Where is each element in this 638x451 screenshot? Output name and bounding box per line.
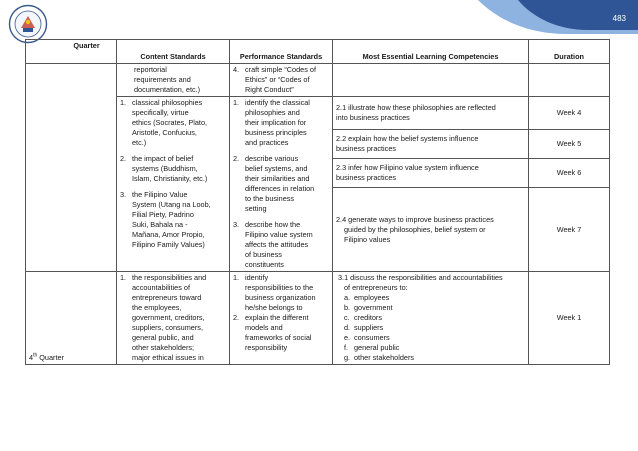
perf-line: to the business [245,194,295,203]
list-item: d. suppliers [344,323,384,332]
list-item [233,154,329,214]
content-line: etc.) [132,138,147,147]
perf-line: philosophies and [245,108,300,117]
content-line: Filipino Family Values) [132,240,205,249]
perf-line: setting [245,204,267,213]
list-item: a. employees [344,293,390,302]
melc-line: business practices [336,144,397,153]
page-number: 483 [612,14,626,23]
melc-cell [333,188,529,272]
content-line: Aristotle, Confucius, [132,128,197,137]
item-number: 3. [233,220,240,229]
item-number: 2. [233,313,240,322]
perf-line: identify the classical [245,98,310,107]
duration-cell: Week 6 [529,159,610,188]
perf-line: craft simple “Codes of [245,65,316,74]
perf-line: their implication for [245,118,307,127]
melc-line: 3.1 discuss the responsibilities and accountabilities [338,273,503,282]
perf-line: he/she belongs to [245,303,303,312]
list-item [233,220,329,270]
header-row [26,40,610,64]
perf-line: of business [245,250,282,259]
perf-line: identify [245,273,269,282]
list-item [120,154,226,184]
header-performance-standards: Performance Standards [230,40,333,64]
content-line: Filial Piety, Padrino [132,210,194,219]
content-line: accountabilities of [132,283,191,292]
perf-line: their similarities and [245,174,310,183]
content-line: System (Utang na Loob, [132,200,211,209]
content-line: major ethical issues in [132,353,204,362]
perf-line: responsibilities to the [245,283,314,292]
perf-line: describe various [245,154,299,163]
content-line: the employees, [132,303,182,312]
list-item: c. creditors [344,313,382,322]
list-item [120,273,226,363]
content-line: Mañana, Amor Propio, [132,230,205,239]
content-line: ethics (Socrates, Plato, [132,118,208,127]
performance-cell [230,272,333,365]
curriculum-table [25,39,610,365]
content-cell [117,272,230,365]
melc-line: Filipino values [344,234,391,244]
perf-line: Ethics” or “Codes of [245,75,310,84]
list-item [233,273,329,313]
list-item: e. consumers [344,333,390,342]
perf-line: frameworks of social [245,333,312,342]
item-number: 2. [120,154,127,163]
content-cell [117,64,230,97]
content-line: Islam, Christianity, etc.) [132,174,208,183]
perf-line: constituents [245,260,284,269]
content-line: requirements and [134,75,191,84]
melc-line: into business practices [336,113,410,122]
header-duration: Duration [529,40,610,64]
content-line: reportorial [134,65,167,74]
duration-cell: Week 1 [529,272,610,365]
content-line: classical philosophies [132,98,203,107]
content-line: systems (Buddhism, [132,164,198,173]
header-content-standards: Content Standards [117,40,230,64]
list-item [120,98,226,148]
perf-line: affects the attitudes [245,240,309,249]
content-cell [117,97,230,272]
duration-cell: Week 5 [529,130,610,159]
melc-cell [333,97,529,130]
melc-line: 2.2 explain how the belief systems influence [336,134,479,143]
list-item [233,313,329,353]
perf-line: business organization [245,293,316,302]
perf-line: differences in relation [245,184,315,193]
duration-cell-blank [529,64,610,97]
content-line: the impact of belief [132,154,194,163]
content-line: the responsibilities and [132,273,207,282]
perf-line: and practices [245,138,289,147]
list-item [233,65,329,95]
deped-seal-icon [8,4,48,44]
content-line: Suki, Bahala na - [132,220,188,229]
perf-line: explain the different [245,313,309,322]
performance-cell [230,64,333,97]
melc-line: 2.3 infer how Filipino value system influence [336,163,479,172]
content-line: suppliers, consumers, [132,323,203,332]
melc-cell [333,159,529,188]
list-item: g. other stakeholders [344,353,415,362]
melc-cell-blank [333,64,529,97]
list-item [233,98,329,148]
perf-line: models and [245,323,283,332]
item-number: 1. [233,273,240,282]
melc-line: business practices [336,173,397,182]
perf-line: belief systems, and [245,164,308,173]
melc-line: 2.4 generate ways to improve business practices [336,214,494,224]
item-number: 4. [233,65,240,74]
perf-line: responsibility [245,343,288,352]
performance-cell [230,97,333,272]
perf-line: business principles [245,128,307,137]
content-line: general public, and [132,333,194,342]
quarter-cell [26,272,117,365]
item-number: 2. [233,154,240,163]
quarter-label: 4th Quarter [29,352,64,362]
list-item: f. general public [344,343,400,352]
perf-line: Filipino value system [245,230,313,239]
table-row [26,272,610,365]
quarter-cell-blank [26,64,117,272]
content-line: the Filipino Value [132,190,188,199]
duration-cell: Week 4 [529,97,610,130]
content-line: other stakeholders; [132,343,195,352]
content-line: entrepreneurs toward [132,293,202,302]
melc-cell [333,130,529,159]
perf-line: describe how the [245,220,301,229]
item-number: 1. [120,273,127,282]
header-banner [458,0,638,34]
perf-line: Right Conduct” [245,85,294,94]
content-line: specifically, virtue [132,108,189,117]
header-melc: Most Essential Learning Competencies [333,40,529,64]
melc-line: 2.1 illustrate how these philosophies are reflected [336,103,496,112]
header-quarter: Quarter [26,40,117,64]
content-line: government, creditors, [132,313,205,322]
item-number: 1. [233,98,240,107]
content-line: documentation, etc.) [134,85,201,94]
melc-line: of entrepreneurs to: [344,283,408,292]
table-row [26,64,610,97]
list-item [120,190,226,250]
duration-cell: Week 7 [529,188,610,272]
melc-line: guided by the philosophies, belief system or [344,224,486,234]
item-number: 1. [120,98,127,107]
item-number: 3. [120,190,127,199]
melc-cell [333,272,529,365]
list-item: b. government [344,303,393,312]
